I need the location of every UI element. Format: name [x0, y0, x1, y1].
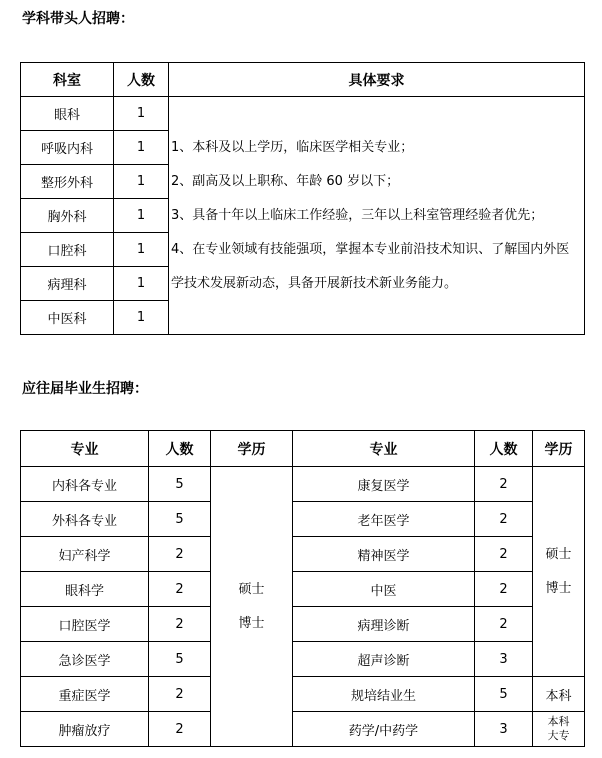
major-cell: 急诊医学 [21, 642, 149, 677]
dept-cell: 整形外科 [21, 165, 114, 199]
major-cell: 规培结业生 [293, 677, 475, 712]
major-cell: 病理诊断 [293, 607, 475, 642]
count-cell: 3 [475, 712, 533, 747]
degree-line: 硕士 [238, 581, 265, 597]
table-row [21, 502, 585, 537]
degree-cell [533, 467, 585, 677]
degree-cell [533, 712, 585, 747]
section2-title: 应往届毕业生招聘： [22, 381, 148, 397]
header-dept: 科室 [21, 63, 114, 97]
requirement-item: 3、具备十年以上临床工作经验，三年以上科室管理经验者优先； [171, 207, 544, 223]
header-degree: 学历 [533, 431, 585, 467]
count-cell: 1 [114, 267, 169, 301]
count-cell: 2 [475, 502, 533, 537]
count-cell: 1 [114, 131, 169, 165]
major-cell: 药学/中药学 [293, 712, 475, 747]
count-cell: 3 [475, 642, 533, 677]
requirements-cell [169, 97, 585, 335]
requirement-item: 2、副高及以上职称、年龄 60 岁以下； [171, 173, 400, 189]
requirement-item: 4、在专业领域有技能强项，掌握本专业前沿技术知识、了解国内外医学技术发展新动态，具备开展新技术新业务能力。 [171, 241, 570, 291]
degree-line: 博士 [238, 615, 265, 631]
major-cell: 外科各专业 [21, 502, 149, 537]
count-cell: 1 [114, 165, 169, 199]
major-cell: 老年医学 [293, 502, 475, 537]
header-count: 人数 [149, 431, 211, 467]
table-header-row [21, 63, 585, 97]
degree-cell: 本科 [533, 677, 585, 712]
major-cell: 妇产科学 [21, 537, 149, 572]
table-row [21, 607, 585, 642]
count-cell: 2 [475, 467, 533, 502]
header-degree: 学历 [211, 431, 293, 467]
dept-cell: 呼吸内科 [21, 131, 114, 165]
dept-cell: 口腔科 [21, 233, 114, 267]
count-cell: 1 [114, 301, 169, 335]
count-cell: 2 [149, 537, 211, 572]
table-row [21, 537, 585, 572]
header-major: 专业 [21, 431, 149, 467]
major-cell: 精神医学 [293, 537, 475, 572]
graduate-recruitment-table [20, 430, 585, 747]
major-cell: 超声诊断 [293, 642, 475, 677]
table-row [21, 712, 585, 747]
degree-line: 硕士 [545, 546, 572, 562]
header-count: 人数 [114, 63, 169, 97]
major-cell: 康复医学 [293, 467, 475, 502]
table-row [21, 677, 585, 712]
table-header-row [21, 431, 585, 467]
major-cell: 重症医学 [21, 677, 149, 712]
section1-title: 学科带头人招聘： [22, 11, 134, 27]
count-cell: 1 [114, 233, 169, 267]
count-cell: 5 [149, 467, 211, 502]
count-cell: 5 [149, 642, 211, 677]
table-row [21, 572, 585, 607]
leader-recruitment-table [20, 62, 585, 335]
count-cell: 2 [475, 572, 533, 607]
major-cell: 口腔医学 [21, 607, 149, 642]
table-row [21, 642, 585, 677]
table-row [21, 97, 585, 131]
header-requirements: 具体要求 [169, 63, 585, 97]
dept-cell: 病理科 [21, 267, 114, 301]
degree-line: 本科 [547, 715, 570, 728]
count-cell: 2 [149, 572, 211, 607]
header-count: 人数 [475, 431, 533, 467]
count-cell: 2 [149, 712, 211, 747]
table-row [21, 467, 585, 502]
dept-cell: 眼科 [21, 97, 114, 131]
header-major: 专业 [293, 431, 475, 467]
dept-cell: 胸外科 [21, 199, 114, 233]
count-cell: 5 [149, 502, 211, 537]
major-cell: 内科各专业 [21, 467, 149, 502]
degree-cell [211, 467, 293, 747]
major-cell: 中医 [293, 572, 475, 607]
count-cell: 1 [114, 199, 169, 233]
count-cell: 2 [475, 537, 533, 572]
degree-line: 博士 [545, 580, 572, 596]
major-cell: 眼科学 [21, 572, 149, 607]
count-cell: 2 [149, 677, 211, 712]
major-cell: 肿瘤放疗 [21, 712, 149, 747]
requirement-item: 1、本科及以上学历，临床医学相关专业； [171, 139, 414, 155]
degree-line: 大专 [547, 729, 570, 742]
count-cell: 2 [475, 607, 533, 642]
dept-cell: 中医科 [21, 301, 114, 335]
count-cell: 1 [114, 97, 169, 131]
count-cell: 2 [149, 607, 211, 642]
count-cell: 5 [475, 677, 533, 712]
